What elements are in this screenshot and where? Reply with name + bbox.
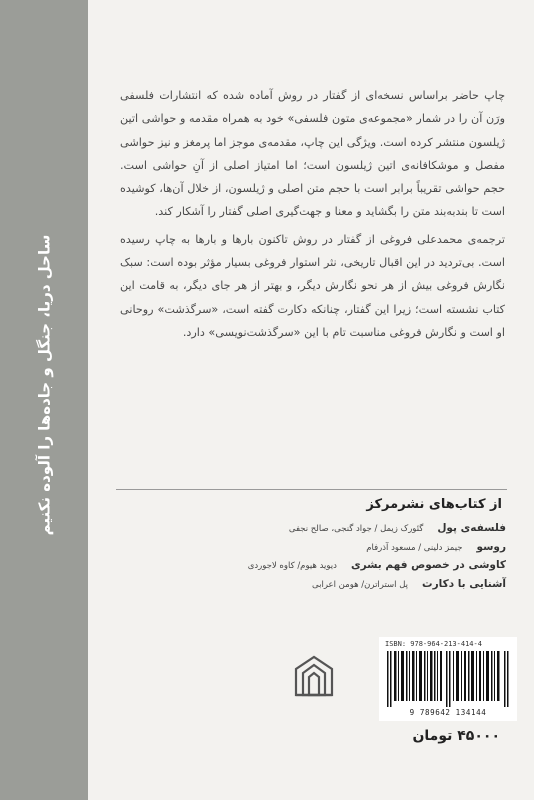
book-title: آشنایی با دکارت (422, 577, 506, 590)
description-paragraph-2: ترجمه‌ی محمدعلی فروغی از گفتار در روش تاکنون بارها و بارها به چاپ رسیده است. بی‌تردید در این اقبال تاریخی، نثر استوار فروغی بسیار مؤثر بوده است: سبک نگارش فروغی بیش از هر نحو نگارش دیگر، و بهتر از هر جای دیگر، به قامت این کتاب نشسته است؛ زیرا این گفتار، چنانکه دکارت گفته است، «سرگذشت» روحانی او است و نگارش فروغی مناسبت تام با این «سرگذشت‌نویسی» دارد. (120, 232, 505, 339)
book-title: کاوشی در خصوص فهم بشری (350, 559, 506, 571)
book-authors: جیمز دلینی / مسعود آذرفام (366, 542, 463, 553)
list-item (126, 578, 506, 597)
list-item (126, 559, 506, 578)
isbn-digits: 9 789642 134144 (409, 708, 487, 717)
book-title: روسو (476, 540, 506, 553)
book-list (126, 522, 506, 596)
spine-tagline: ساحل دریا، جنگل و جاده‌ها را آلوده نکنیم (35, 234, 54, 536)
barcode-icon (387, 651, 509, 707)
description (120, 84, 505, 344)
spine-band (0, 0, 88, 800)
list-item (126, 522, 506, 541)
isbn-barcode (379, 637, 517, 721)
book-authors: گئورک زیمل / جواد گنجی، صالح نجفی (288, 524, 424, 534)
book-authors: دیوید هیوم/ کاوه لاجوردی (247, 561, 337, 571)
publisher-list-heading: از کتاب‌های نشرمرکز (366, 497, 502, 512)
divider (116, 489, 507, 490)
price: ۴۵۰۰۰ تومان (412, 728, 500, 744)
list-item (126, 541, 506, 560)
book-title: فلسفه‌ی پول (437, 522, 506, 534)
description-paragraph-1: چاپ حاضر براساس نسخه‌ای از گفتار در روش آماده شده که انتشارات فلسفی ورَن آن را در شمار «مجموعه‌ی متون فلسفی» خود به همراه مقدمه و حواشی اتین ژیلسون منتشر کرده است. ویژگی این چاپ، مقدمه‌ی موجز اما پرمغز و نیز حواشی مفصل و موشکافانه‌ی اتین ژیلسون است؛ اما امتیاز اصلی از آنِ حواشی است. حجم حواشی تقریباً برابر است با حجم متن اصلی و ژیلسون، از خلال آن‌ها، کوشیده است تا بندبه‌بند متن را بگشاید و معنا و جهت‌گیری اصلی گفتار را آشکار کند. (120, 89, 505, 219)
book-authors: پل استراترن/ هومن اعرابی (312, 579, 409, 590)
isbn-label: ISBN: 978-964-213-414-4 (385, 640, 482, 648)
publisher-logo-icon (294, 655, 334, 701)
